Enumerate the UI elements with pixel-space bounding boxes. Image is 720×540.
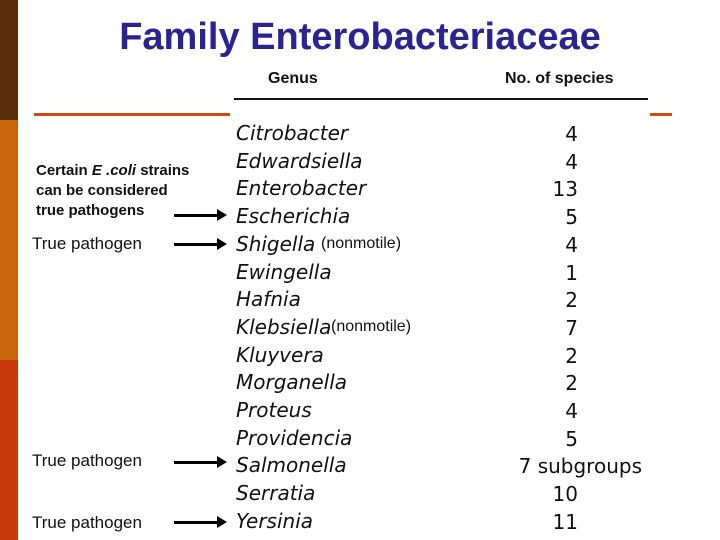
genus-name: Klebsiella <box>236 314 332 339</box>
species-count: 2 <box>565 343 578 368</box>
arrow-salmonella <box>174 461 218 464</box>
arrow-escherichia <box>174 214 218 217</box>
ecoli-note-line3: true pathogens <box>36 202 145 219</box>
accent-stripe-bottom <box>0 360 18 540</box>
genus-name: Edwardsiella <box>236 148 363 173</box>
genus-name: Morganella <box>236 370 348 395</box>
species-count: 7 subgroups <box>518 454 642 479</box>
genus-name: Proteus <box>236 398 312 422</box>
genus-note: (nonmotile) <box>321 234 402 252</box>
table-header-species: No. of species <box>505 70 614 87</box>
species-count: 4 <box>565 122 578 146</box>
genus-name: Shigella <box>236 231 316 256</box>
table-header-rule <box>234 98 648 100</box>
species-count: 5 <box>565 205 578 230</box>
arrow-yersinia <box>174 521 218 524</box>
ecoli-note <box>36 161 189 221</box>
ecoli-note-line2: can be considered <box>36 182 168 199</box>
true-pathogen-label-shigella: True pathogen <box>32 234 142 253</box>
genus-name: Serratia <box>236 481 316 506</box>
genus-name: Kluyvera <box>236 342 324 367</box>
species-count: 4 <box>565 399 578 423</box>
species-count: 10 <box>552 482 578 507</box>
true-pathogen-label-yersinia: True pathogen <box>32 513 142 532</box>
slide-title: Family Enterobacteriaceae <box>119 16 601 58</box>
species-count: 11 <box>552 509 578 534</box>
ecoli-note-pre: Certain <box>36 162 92 179</box>
accent-stripe-middle <box>0 120 18 360</box>
species-count: 4 <box>565 232 578 257</box>
genus-name: Salmonella <box>236 453 347 478</box>
table-header-genus: Genus <box>268 70 318 87</box>
title-underline-left <box>34 113 230 116</box>
genus-note: (nonmotile) <box>331 317 412 335</box>
ecoli-species: E .coli <box>91 162 137 179</box>
species-count: 2 <box>565 288 578 313</box>
ecoli-note-post: strains <box>136 162 190 179</box>
species-count: 13 <box>552 177 578 202</box>
species-count: 1 <box>565 260 578 285</box>
genus-name: Enterobacter <box>236 176 367 201</box>
species-count: 7 <box>565 315 578 340</box>
genus-name: Hafnia <box>236 287 301 312</box>
title-underline-right <box>650 113 672 116</box>
genus-name: Providencia <box>236 425 353 450</box>
genus-name: Citrobacter <box>236 121 349 145</box>
genus-name: Yersinia <box>236 508 314 533</box>
species-count: 5 <box>565 426 578 451</box>
genus-name: Ewingella <box>236 259 332 284</box>
true-pathogen-label-salmonella: True pathogen <box>32 451 142 470</box>
species-count: 4 <box>565 149 578 174</box>
genus-name: Escherichia <box>236 204 351 229</box>
species-count: 2 <box>565 371 578 396</box>
arrow-shigella <box>174 243 218 246</box>
